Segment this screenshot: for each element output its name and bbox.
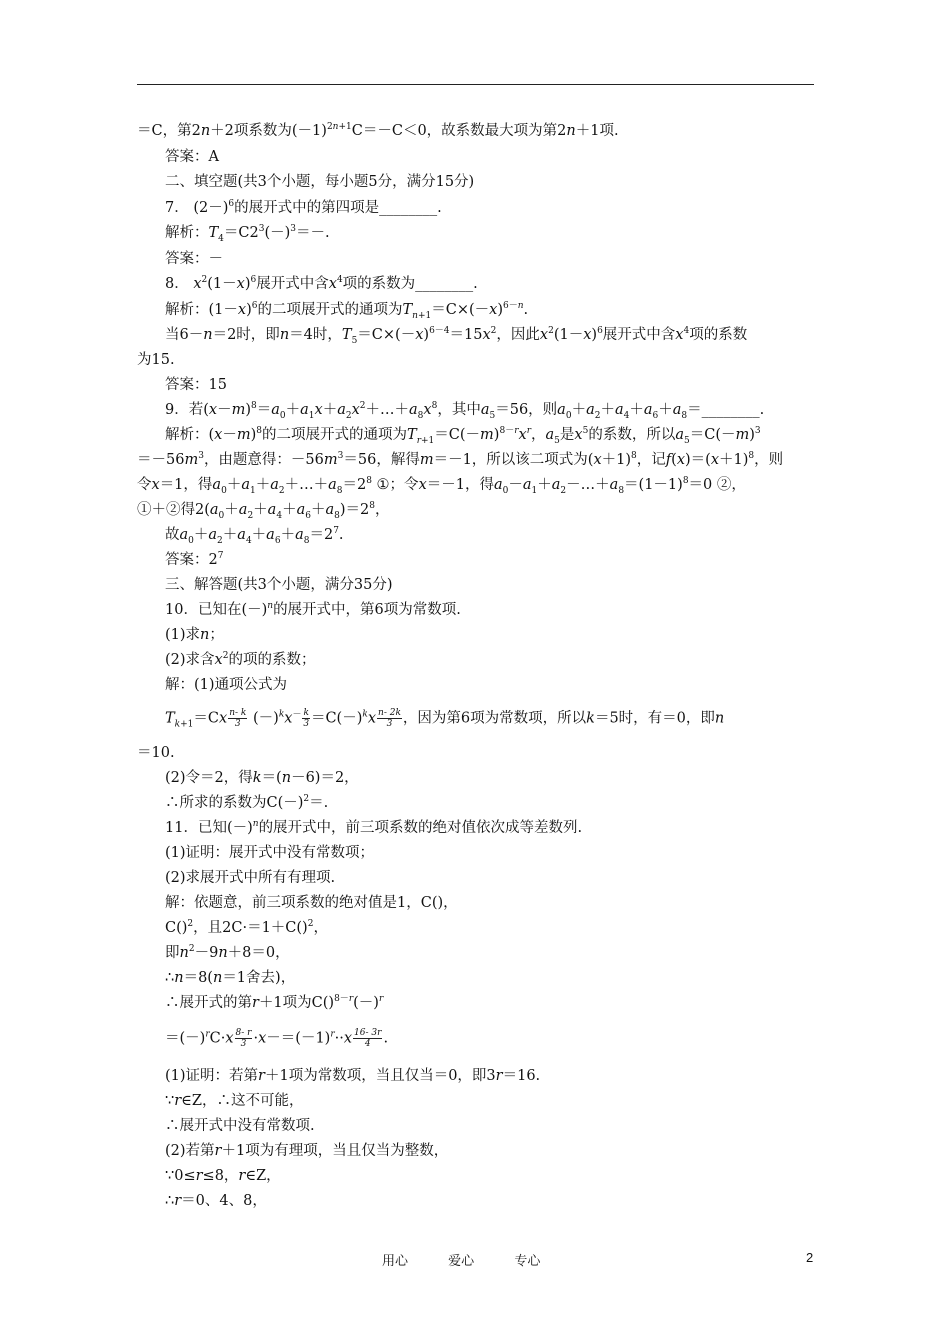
line-36: $=(-)^rC\cdot x$ $\frac{8- r}{3}$ $\cdot x-=(-1)^r\cdot\cdot x$ $\frac{16- 3r}{4}$ . — [165, 1028, 389, 1049]
line-02: 答案：A — [165, 149, 219, 165]
line-01: ＝C，第2n＋2项系数为$(-1)^{2n+1}C=-C<0$，故系数最大项为第2n＋1项. — [137, 122, 619, 139]
line-25: ＝10. — [137, 745, 175, 761]
footer-text-3: 专心 — [514, 1254, 541, 1269]
line-17: 故$a_0+a_2+a_4+a_6+a_8=2^7$. — [165, 526, 344, 546]
footer-text-1: 用心 — [382, 1254, 409, 1269]
header-rule — [137, 84, 814, 85]
line-11: 答案：15 — [165, 377, 227, 393]
line-22: (2)求含$x^2$的项的系数； — [165, 651, 316, 668]
line-24: $T_{k+1}=Cx$ $\frac{n- k}{3}$ $(-)^kx^-$ $\frac{k}{3}$ $=C(-)^kx$ $\frac{n- 2k}{3}$ ，因为第6项为常数项，所以k＝5时，有＝0，即n — [165, 708, 725, 730]
section-heading-solve: 三、解答题(共3个小题，满分35分) — [165, 577, 393, 593]
line-39: ∴展开式中没有常数项. — [165, 1118, 315, 1134]
line-15: 令x＝1，得$a_0+a_1+a_2+\dots+a_8=2^8$ ①；令x＝－1，得$a_0-a_1+a_2-\dots+a_8=(1-1)^8=0$ ②， — [137, 476, 746, 496]
line-42: ∴r＝0、4、8， — [165, 1193, 267, 1209]
line-41: ∵0≤r≤8，r∈Z， — [165, 1168, 281, 1184]
line-34: ∴n＝8(n＝1舍去)， — [165, 970, 296, 986]
line-32: C()$^2$，且2C·＝1＋C()$^2$， — [165, 919, 328, 936]
line-18: 答案：$2^7$ — [165, 551, 224, 568]
footer-text-2: 爱心 — [448, 1254, 475, 1269]
line-16: ①＋②得$2(a_0+a_2+a_4+a_6+a_8)=2^8$， — [137, 501, 390, 521]
line-09: 当6－n＝2时，即n＝4时，$T_5=C\times(-x)^{6-4}=15x^2$，因此$x^2(1-x)^6$展开式中含$x^4$项的系数 — [165, 326, 748, 346]
question-9: 9．若$(x-m)^8=a_0+a_1x+a_2x^2+\dots+a_8x^8$，其中$a_5=56$，则$a_0+a_2+a_4+a_6+a_8=\_\_\_\_\_\_\_\_$. — [165, 401, 765, 421]
line-37: (1)证明：若第r＋1项为常数项，当且仅当＝0，即3r＝16. — [165, 1068, 541, 1084]
line-13: 解析：$(x-m)^8$的二项展开式的通项为$T_{r+1}=C(-m)^{8-r}x^r$，$a_5$是$x^5$的系数，所以$a_5=C(-m)^3$ — [165, 426, 761, 446]
line-21: (1)求n； — [165, 627, 224, 643]
line-10: 为15. — [137, 352, 175, 368]
line-29: (1)证明：展开式中没有常数项； — [165, 845, 375, 861]
page-number: 2 — [806, 1250, 814, 1265]
line-31: 解：依题意，前三项系数的绝对值是1，C()， — [165, 895, 458, 911]
line-38: ∵r∈Z，∴这不可能， — [165, 1093, 304, 1109]
section-heading-fill-in: 二、填空题(共3个小题，每小题5分，满分15分) — [165, 174, 475, 190]
line-27: ∴所求的系数为$C(-)^2=$. — [165, 794, 329, 811]
line-35: ∴展开式的第r＋1项为$C()^{8-r}(-)^r$ — [165, 994, 384, 1011]
line-40: (2)若第r＋1项为有理项，当且仅当为整数， — [165, 1143, 449, 1159]
line-06: 答案：－ — [165, 251, 223, 267]
question-8: 8． $x^2(1-x)^6$展开式中含$x^4$项的系数为________. — [165, 275, 478, 292]
line-33: 即$n^2-9n+8=0$， — [165, 944, 290, 961]
line-23: 解：(1)通项公式为 — [165, 677, 288, 693]
page-footer — [382, 1250, 576, 1269]
line-08: 解析：$(1-x)^6$的二项展开式的通项为$T_{n+1}=C\times(-x)^{6-n}$. — [165, 301, 529, 321]
question-10: 10．已知在$(-)^n$的展开式中，第6项为常数项. — [165, 601, 461, 618]
line-26: (2)令＝2，得k＝(n－6)＝2， — [165, 770, 359, 786]
line-30: (2)求展开式中所有有理项. — [165, 870, 336, 886]
line-05: 解析：$T_4=C2^3(-)^3=-$. — [165, 224, 330, 244]
line-14: $=-56m^3$，由题意得：$-56m^3=56$，解得m＝－1，所以该二项式为$(x+1)^8$，记$f(x)=(x+1)^8$，则 — [137, 451, 784, 468]
question-11: 11．已知$(-)^n$的展开式中，前三项系数的绝对值依次成等差数列. — [165, 819, 583, 836]
question-7: 7． $(2-)^6$的展开式中的第四项是________. — [165, 199, 442, 216]
